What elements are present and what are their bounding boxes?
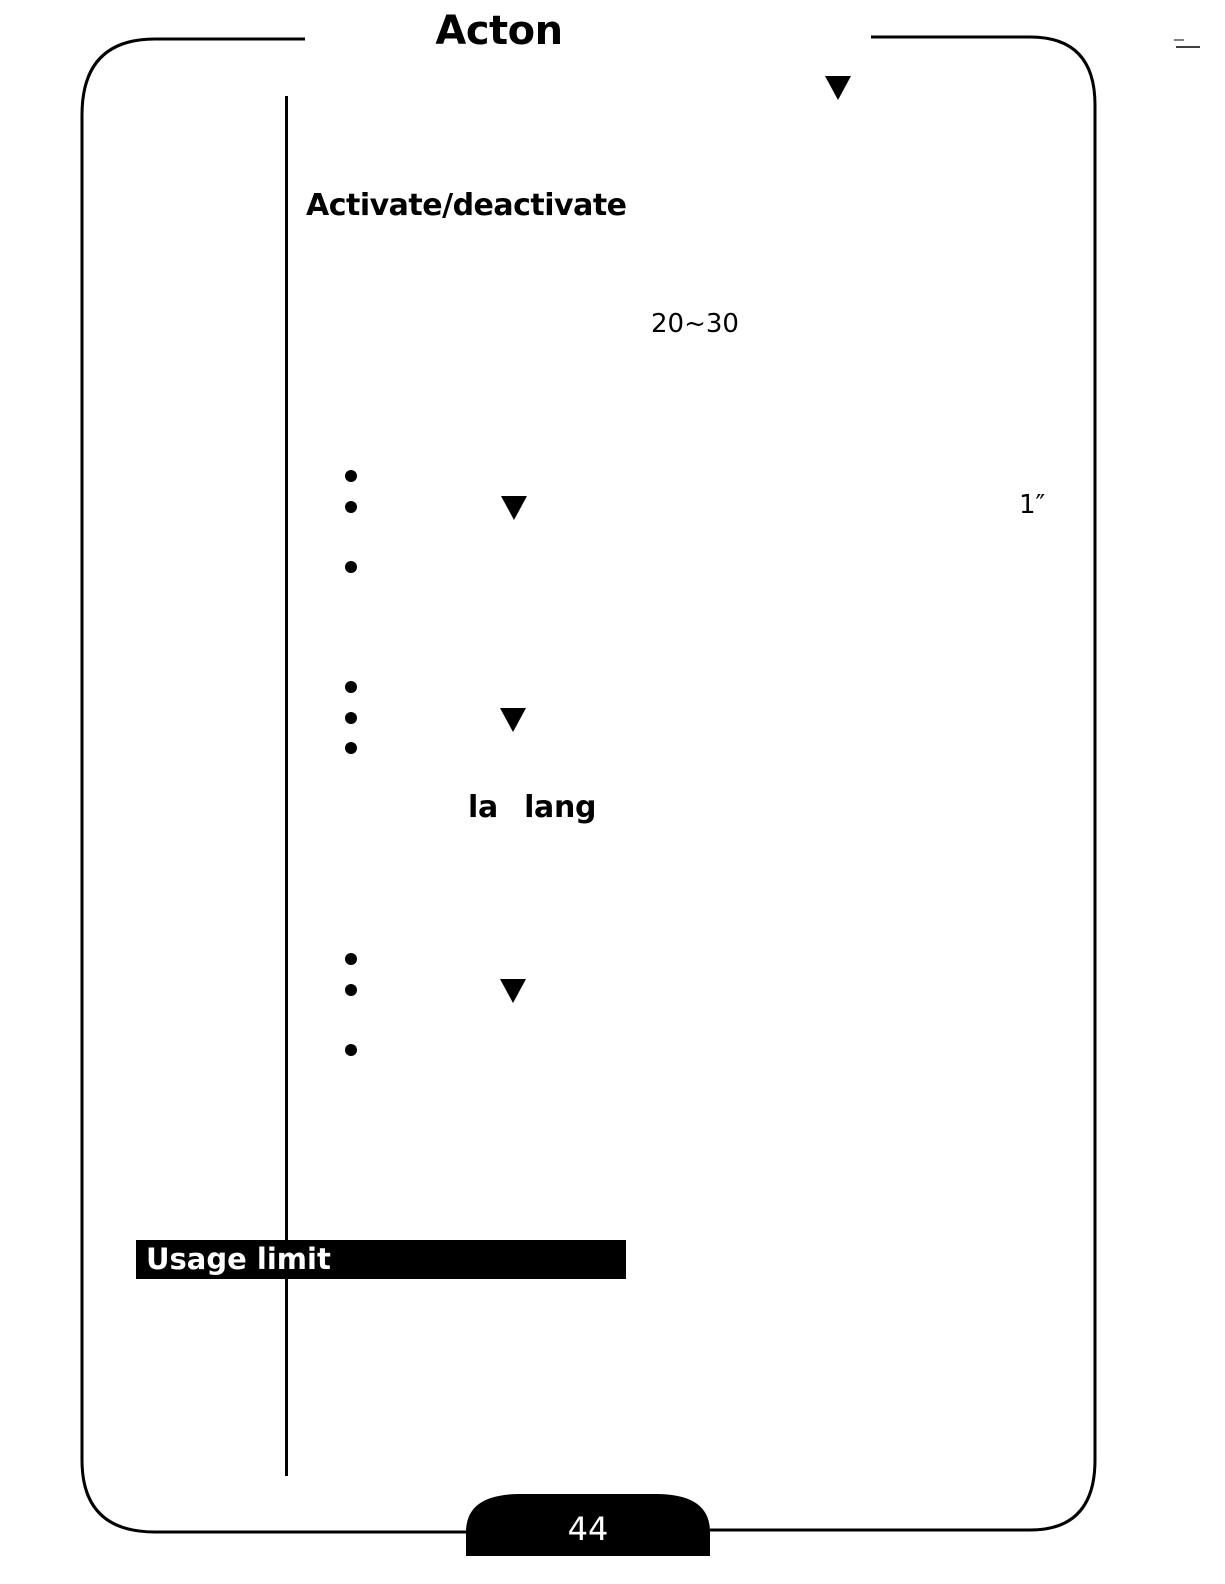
subsection-heading: la lang xyxy=(468,790,597,825)
bullet-dot xyxy=(345,561,357,573)
bullet-dot xyxy=(345,501,357,513)
bullet-dot xyxy=(345,1044,357,1056)
down-triangle-icon xyxy=(501,496,527,520)
page-number: 44 xyxy=(567,1510,609,1548)
bullet-dot xyxy=(345,984,357,996)
down-triangle-icon xyxy=(500,708,526,732)
section-heading: Activate/deactivate xyxy=(306,188,627,223)
bullet-dot xyxy=(345,470,357,482)
bullet-dot xyxy=(345,742,357,754)
usage-limit-label: Usage limit xyxy=(146,1242,331,1276)
down-triangle-icon xyxy=(825,76,851,100)
bullet-dot xyxy=(345,712,357,724)
bullet-dot xyxy=(345,681,357,693)
bullet-dot xyxy=(345,953,357,965)
down-triangle-icon xyxy=(500,979,526,1003)
time-range-text: 20~30 xyxy=(651,309,739,339)
page-title: Acton xyxy=(435,8,563,54)
duration-text: 1″ xyxy=(1019,490,1046,520)
